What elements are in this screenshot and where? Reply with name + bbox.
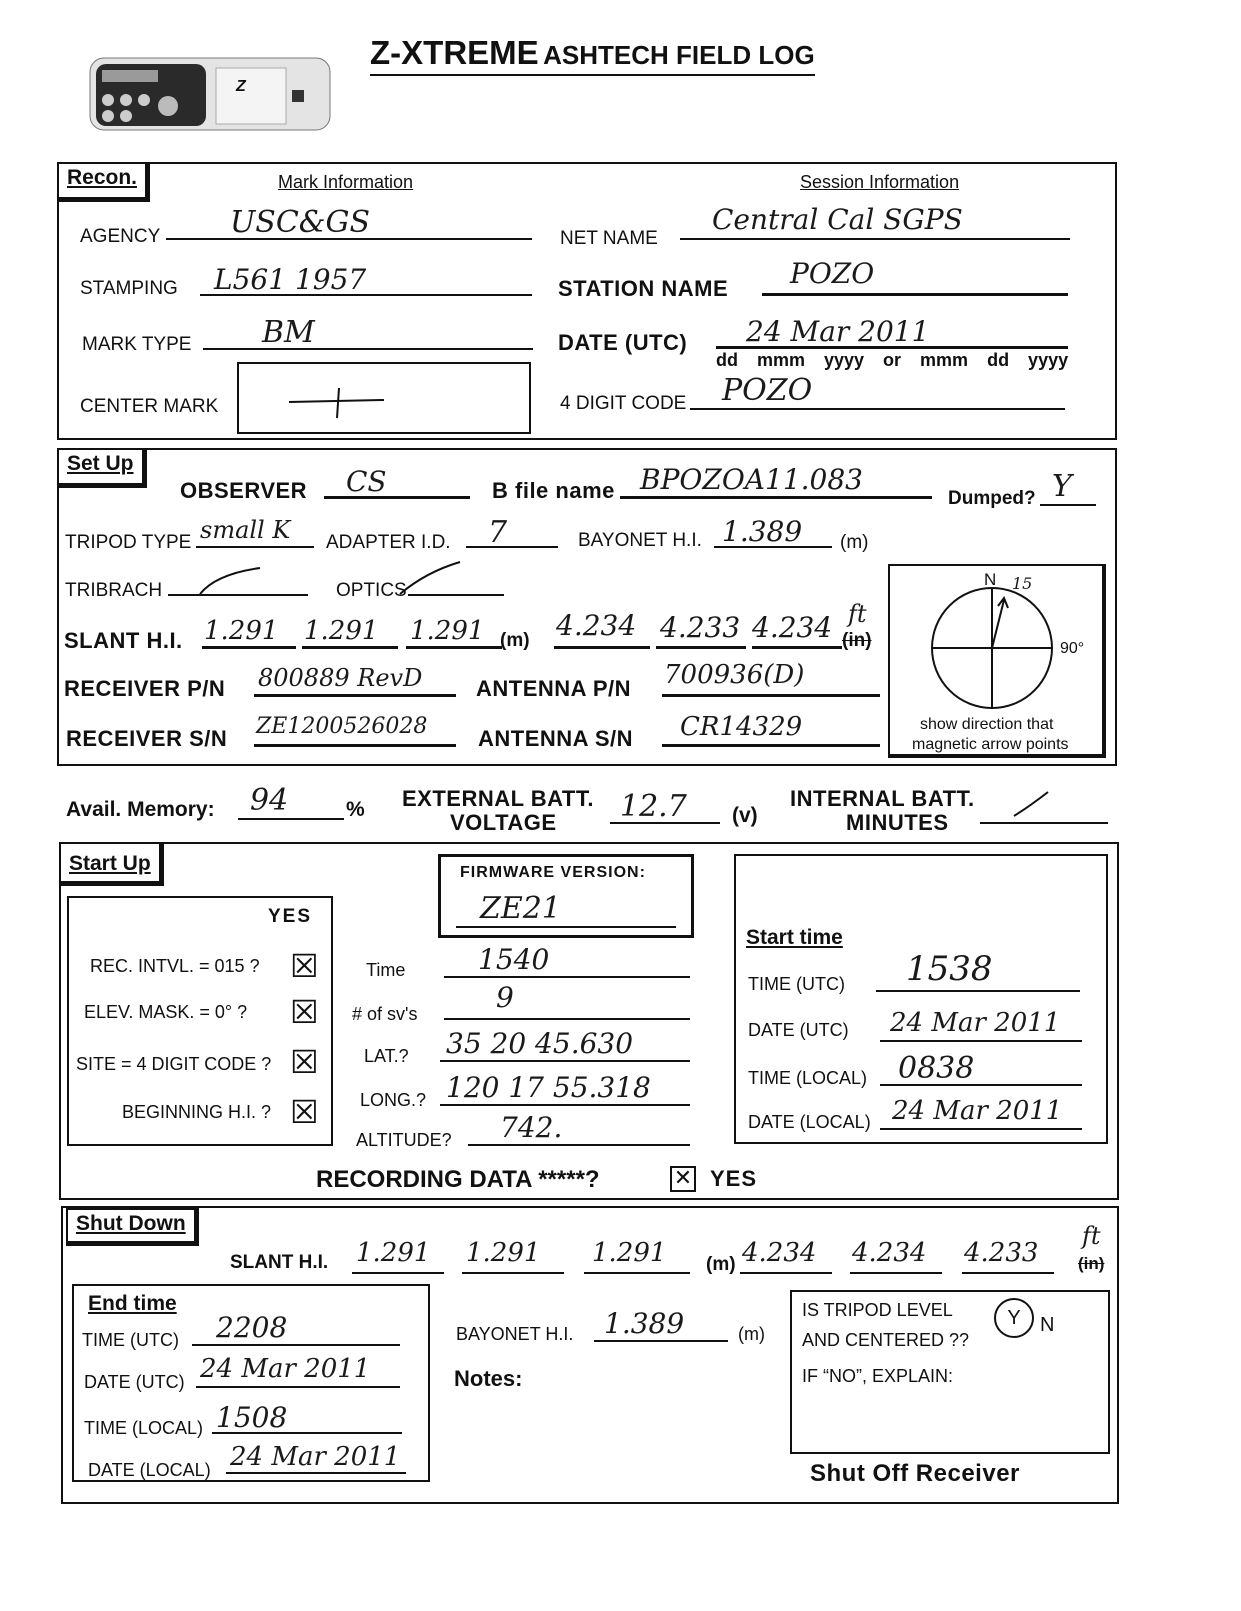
shutdown-bayonet-unit: (m) xyxy=(738,1324,765,1344)
receiver-pn-line xyxy=(254,694,456,697)
station-name-value[interactable]: POZO xyxy=(790,257,875,290)
net-name-line xyxy=(680,238,1070,240)
antenna-pn-line xyxy=(662,694,880,697)
observer-value[interactable]: CS xyxy=(346,465,387,498)
lat-label: LAT.? xyxy=(364,1046,409,1066)
slant-ft-value-1[interactable]: 4.234 xyxy=(556,609,637,642)
observer-label: OBSERVER xyxy=(180,478,308,503)
center-mark-label: CENTER MARK xyxy=(80,396,219,417)
mark-type-value[interactable]: BM xyxy=(262,315,315,350)
slant-m-unit: (m) xyxy=(500,630,530,651)
optics-dash xyxy=(396,558,466,598)
compass-north: N xyxy=(984,570,997,589)
int-batt-label-1: INTERNAL BATT. xyxy=(790,786,975,811)
shutdown-slant-m-unit: (m) xyxy=(706,1254,736,1275)
stamping-value[interactable]: L561 1957 xyxy=(214,263,367,296)
time-line xyxy=(444,976,690,978)
avail-memory-label: Avail. Memory: xyxy=(66,798,215,821)
firmware-label: FIRMWARE VERSION: xyxy=(460,864,646,881)
sv-count-value[interactable]: 9 xyxy=(496,981,514,1014)
altitude-value[interactable]: 742. xyxy=(500,1111,563,1144)
setup-tab: Set Up xyxy=(57,448,147,488)
bayonet-hi-value[interactable]: 1.389 xyxy=(722,515,803,548)
slant-ft-unit: ft xyxy=(848,600,867,628)
start-date-utc-line xyxy=(880,1040,1082,1042)
shutdown-slant-ft-line-1 xyxy=(740,1272,832,1274)
session-info-heading: Session Information xyxy=(800,172,960,192)
slant-in-unit-struck: (in) xyxy=(842,630,872,651)
ext-batt-unit: (v) xyxy=(732,804,758,827)
agency-value[interactable]: USC&GS xyxy=(230,205,371,240)
receiver-image xyxy=(88,40,336,140)
slant-hi-label: SLANT H.I. xyxy=(64,628,183,653)
avail-memory-value[interactable]: 94 xyxy=(250,783,289,818)
start-date-utc-label: DATE (UTC) xyxy=(748,1020,849,1040)
recon-tab: Recon. xyxy=(57,162,150,202)
antenna-sn-value[interactable]: CR14329 xyxy=(680,712,803,742)
dumped-line xyxy=(1040,504,1096,506)
bayonet-hi-label: BAYONET H.I. xyxy=(578,530,702,551)
antenna-sn-line xyxy=(662,744,880,747)
startup-tab: Start Up xyxy=(59,842,164,886)
recording-data-check[interactable]: ✕ xyxy=(670,1166,696,1192)
end-date-local-label: DATE (LOCAL) xyxy=(88,1460,211,1480)
center-mark-box[interactable] xyxy=(237,362,531,434)
slant-ft-line-3 xyxy=(752,646,842,649)
start-time-local-label: TIME (LOCAL) xyxy=(748,1068,868,1088)
start-time-local-value[interactable]: 0838 xyxy=(898,1051,975,1086)
altitude-label: ALTITUDE? xyxy=(356,1130,452,1150)
shutdown-slant-in-unit-struck: (in) xyxy=(1078,1254,1105,1273)
long-label: LONG.? xyxy=(360,1090,427,1110)
end-time-utc-value[interactable]: 2208 xyxy=(216,1311,288,1344)
sv-count-label: # of sv's xyxy=(352,1004,418,1024)
slant-m-value-2[interactable]: 1.291 xyxy=(304,616,379,646)
date-utc-label: DATE (UTC) xyxy=(558,330,688,355)
receiver-sn-value[interactable]: ZE1200526028 xyxy=(256,714,428,739)
end-date-local-line xyxy=(226,1472,406,1474)
mark-type-label: MARK TYPE xyxy=(82,334,192,355)
end-date-utc-value[interactable]: 24 Mar 2011 xyxy=(200,1354,371,1384)
shutdown-slant-ft-value-3[interactable]: 4.233 xyxy=(964,1238,1039,1268)
slant-m-line-2 xyxy=(302,646,398,649)
four-digit-code-label: 4 DIGIT CODE xyxy=(560,393,687,414)
antenna-sn-label: ANTENNA S/N xyxy=(478,726,634,751)
shutdown-bayonet-label: BAYONET H.I. xyxy=(456,1324,574,1344)
ext-batt-label-1: EXTERNAL BATT. xyxy=(402,786,594,811)
time-label: Time xyxy=(366,960,406,980)
end-time-local-label: TIME (LOCAL) xyxy=(84,1418,204,1438)
agency-label: AGENCY xyxy=(80,226,161,247)
shutdown-slant-m-value-3[interactable]: 1.291 xyxy=(592,1238,667,1268)
start-time-utc-line xyxy=(876,990,1080,992)
start-time-utc-label: TIME (UTC) xyxy=(748,974,845,994)
end-time-heading: End time xyxy=(88,1292,177,1315)
notes-area[interactable] xyxy=(452,1396,772,1486)
tribrach-label: TRIBRACH xyxy=(65,580,163,601)
net-name-label: NET NAME xyxy=(560,228,658,249)
receiver-pn-value[interactable]: 800889 RevD xyxy=(258,664,423,692)
date-format-hint: dd mmm yyyy or mmm dd yyyy xyxy=(716,350,1069,370)
check-elev-mask-label: ELEV. MASK. = 0° ? xyxy=(84,1002,248,1022)
shut-off-receiver: Shut Off Receiver xyxy=(810,1460,1020,1487)
recording-data-label: RECORDING DATA *****? xyxy=(316,1166,600,1193)
long-value[interactable]: 120 17 55.318 xyxy=(446,1071,651,1104)
shutdown-slant-ft-line-3 xyxy=(962,1272,1054,1274)
shutdown-slant-ft-line-2 xyxy=(850,1272,942,1274)
center-mark-cross xyxy=(239,364,529,432)
firmware-line xyxy=(456,926,676,928)
start-time-utc-value[interactable]: 1538 xyxy=(906,949,993,989)
check-beginning-hi-label: BEGINNING H.I. ? xyxy=(122,1102,272,1122)
shutdown-slant-label: SLANT H.I. xyxy=(230,1252,329,1273)
tripod-level-no[interactable]: N xyxy=(1040,1314,1055,1336)
bfile-line xyxy=(620,496,932,499)
stamping-label: STAMPING xyxy=(80,278,178,299)
station-name-label: STATION NAME xyxy=(558,276,729,301)
compass-arrow-value[interactable]: 15 xyxy=(1012,574,1033,593)
antenna-pn-label: ANTENNA P/N xyxy=(476,676,632,701)
lat-value[interactable]: 35 20 45.630 xyxy=(446,1027,634,1060)
start-date-local-value[interactable]: 24 Mar 2011 xyxy=(892,1096,1063,1126)
bayonet-unit: (m) xyxy=(840,532,869,553)
receiver-sn-line xyxy=(254,744,456,747)
dumped-label: Dumped? xyxy=(948,488,1036,509)
shutdown-bayonet-line xyxy=(594,1340,728,1342)
slant-m-line-3 xyxy=(406,646,502,649)
optics-label: OPTICS xyxy=(336,580,407,601)
four-digit-code-value[interactable]: POZO xyxy=(722,373,813,408)
check-beginning-hi-box[interactable]: ☒ xyxy=(290,1094,319,1130)
explain-label: IF “NO”, EXPLAIN: xyxy=(802,1366,954,1386)
slant-m-line-1 xyxy=(202,646,296,649)
slant-m-value-3[interactable]: 1.291 xyxy=(410,616,485,646)
dumped-value[interactable]: Y xyxy=(1052,469,1072,504)
check-elev-mask-box[interactable]: ☒ xyxy=(290,994,319,1030)
start-date-utc-value[interactable]: 24 Mar 2011 xyxy=(890,1008,1061,1038)
end-time-local-value[interactable]: 1508 xyxy=(216,1401,288,1434)
checklist-yes-heading: YES xyxy=(268,906,313,927)
start-date-local-label: DATE (LOCAL) xyxy=(748,1112,871,1132)
end-date-utc-label: DATE (UTC) xyxy=(84,1372,185,1392)
mark-type-line xyxy=(203,348,533,350)
firmware-value[interactable]: ZE21 xyxy=(480,891,561,926)
shutdown-slant-ft-value-2[interactable]: 4.234 xyxy=(852,1238,927,1268)
shutdown-tab: Shut Down xyxy=(66,1208,199,1246)
check-site-code-box[interactable]: ☒ xyxy=(290,1044,319,1080)
shutdown-slant-m-line-3 xyxy=(584,1272,690,1274)
check-rec-intvl-label: REC. INTVL. = 015 ? xyxy=(90,956,260,976)
bfile-label: B file name xyxy=(492,478,615,503)
adapter-id-value[interactable]: 7 xyxy=(488,515,508,550)
int-batt-label-2: MINUTES xyxy=(846,810,949,835)
shutdown-slant-ft-unit: ft xyxy=(1082,1222,1101,1250)
ext-batt-label-2: VOLTAGE xyxy=(450,810,557,835)
mark-info-heading: Mark Information xyxy=(278,172,414,192)
long-line xyxy=(440,1104,690,1106)
receiver-pn-label: RECEIVER P/N xyxy=(64,676,226,701)
end-date-local-value[interactable]: 24 Mar 2011 xyxy=(230,1442,401,1472)
start-time-heading: Start time xyxy=(746,926,843,949)
lat-line xyxy=(440,1060,690,1062)
title-small: ASHTECH FIELD LOG xyxy=(543,40,815,70)
compass-east: 90° xyxy=(1060,640,1085,657)
tripod-level-yes[interactable]: Y xyxy=(994,1298,1034,1338)
slant-ft-value-3[interactable]: 4.234 xyxy=(752,611,833,644)
shutdown-slant-m-line-1 xyxy=(352,1272,444,1274)
start-date-local-line xyxy=(880,1128,1082,1130)
check-site-code-label: SITE = 4 DIGIT CODE ? xyxy=(76,1054,272,1074)
four-digit-code-line xyxy=(690,408,1065,410)
slant-m-value-1[interactable]: 1.291 xyxy=(204,616,279,646)
end-date-utc-line xyxy=(196,1386,400,1388)
tripod-type-label: TRIPOD TYPE xyxy=(65,532,192,553)
shutdown-slant-m-line-2 xyxy=(462,1272,564,1274)
int-batt-line xyxy=(980,822,1108,824)
slant-ft-line-1 xyxy=(554,646,650,649)
receiver-sn-label: RECEIVER S/N xyxy=(66,726,228,751)
check-rec-intvl-box[interactable]: ☒ xyxy=(290,948,319,984)
tripod-type-line xyxy=(196,546,314,548)
tripod-level-label-2: AND CENTERED ?? xyxy=(802,1330,970,1350)
int-batt-dash xyxy=(1010,788,1054,820)
end-time-utc-line xyxy=(192,1344,400,1346)
title-big: Z-XTREME xyxy=(370,34,539,71)
recording-data-yes: YES xyxy=(710,1166,758,1191)
altitude-line xyxy=(468,1144,690,1146)
date-utc-value[interactable]: 24 Mar 2011 xyxy=(746,315,930,348)
sv-count-line xyxy=(444,1018,690,1020)
ext-batt-value[interactable]: 12.7 xyxy=(620,789,687,824)
avail-memory-percent: % xyxy=(346,798,365,821)
shutdown-slant-m-value-2[interactable]: 1.291 xyxy=(466,1238,541,1268)
shutdown-bayonet-value[interactable]: 1.389 xyxy=(604,1307,685,1340)
station-name-line xyxy=(762,293,1068,296)
notes-label: Notes: xyxy=(454,1366,523,1391)
tribrach-dash xyxy=(196,564,266,598)
slant-ft-line-2 xyxy=(656,646,746,649)
end-time-utc-label: TIME (UTC) xyxy=(82,1330,179,1350)
page-title xyxy=(370,34,815,76)
compass-box xyxy=(888,564,1106,758)
time-value[interactable]: 1540 xyxy=(478,943,550,976)
device-brand: Z xyxy=(236,78,246,95)
tripod-type-value[interactable]: small K xyxy=(200,516,291,544)
shutdown-slant-ft-value-1[interactable]: 4.234 xyxy=(742,1238,817,1268)
bfile-value[interactable]: BPOZOA11.083 xyxy=(640,463,863,496)
avail-memory-line xyxy=(238,818,344,820)
adapter-id-line xyxy=(466,546,558,548)
tripod-level-label-1: IS TRIPOD LEVEL xyxy=(802,1300,953,1320)
compass-caption-2: magnetic arrow points xyxy=(912,736,1069,753)
adapter-id-label: ADAPTER I.D. xyxy=(326,532,451,553)
slant-ft-value-2[interactable]: 4.233 xyxy=(660,611,741,644)
net-name-value[interactable]: Central Cal SGPS xyxy=(712,203,963,236)
compass-caption-1: show direction that xyxy=(920,716,1054,733)
antenna-pn-value[interactable]: 700936(D) xyxy=(664,660,805,690)
shutdown-slant-m-value-1[interactable]: 1.291 xyxy=(356,1238,431,1268)
